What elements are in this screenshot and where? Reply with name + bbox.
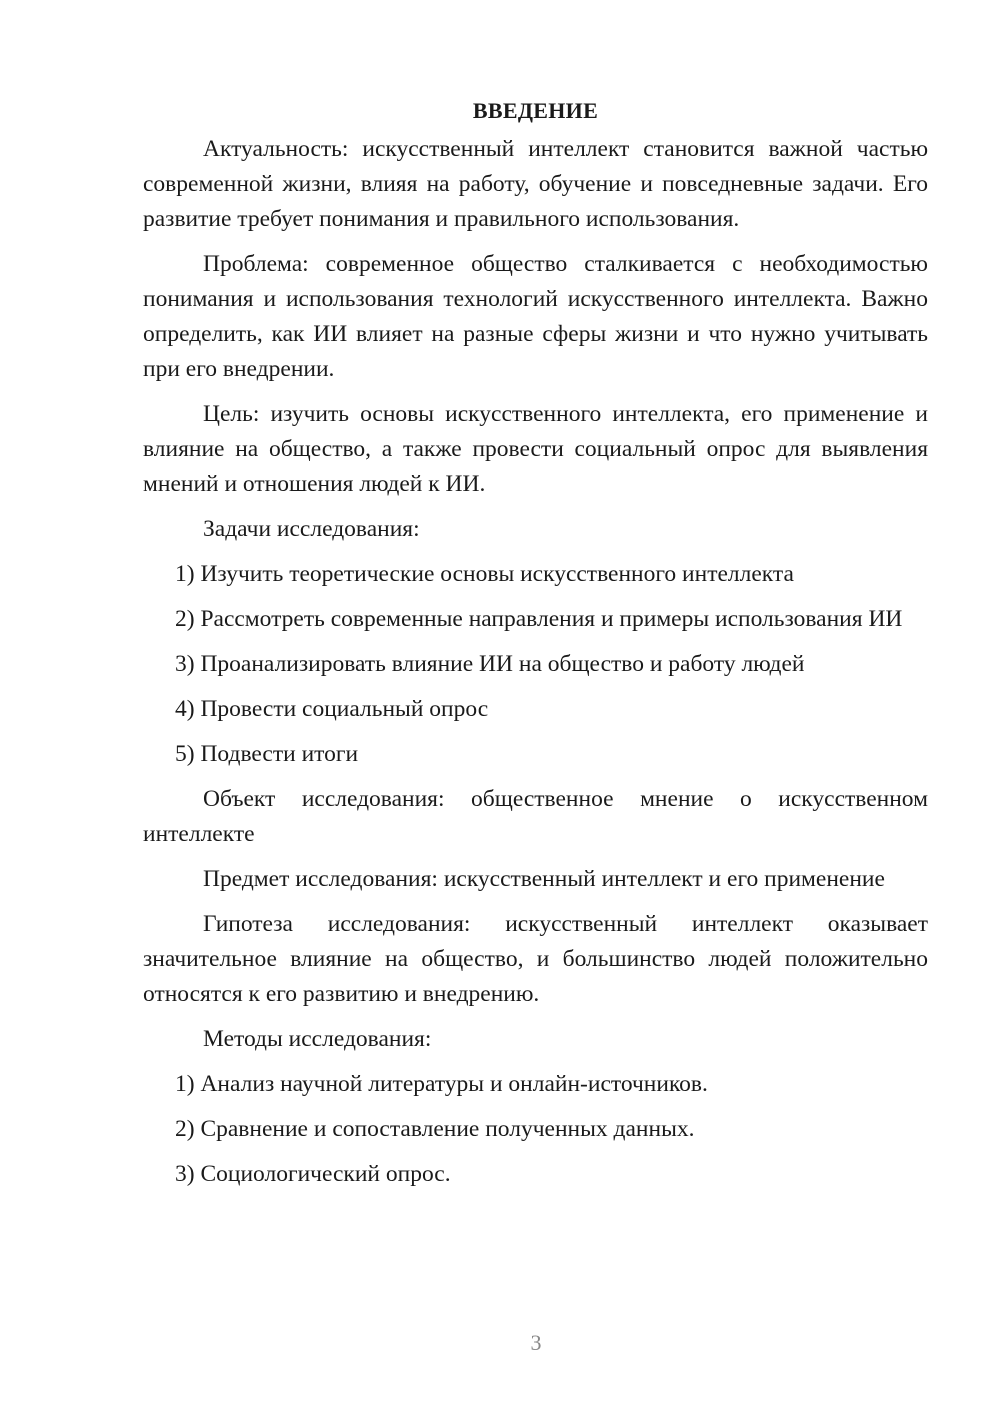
relevance-paragraph: Актуальность: искусственный интеллект становится важной частью современной жизни, влияя на работу, обучение и повседневные задачи. Его развитие требует понимания и правильного использования. xyxy=(143,136,928,232)
object-paragraph: Объект исследования: общественное мнение о искусственном интеллекте xyxy=(143,786,928,847)
method-item-2: 2) Сравнение и сопоставление полученных данных. xyxy=(175,1116,695,1142)
task-item-1: 1) Изучить теоретические основы искусственного интеллекта xyxy=(175,561,794,587)
problem-paragraph: Проблема: современное общество сталкивается с необходимостью понимания и использования технологий искусственного интеллекта. Важно определить, как ИИ влияет на разные сферы жизни и что нужно учитывать при его внедрении. xyxy=(143,251,928,382)
subject-paragraph: Предмет исследования: искусственный интеллект и его применение xyxy=(203,866,885,892)
tasks-title: Задачи исследования: xyxy=(203,516,420,542)
goal-paragraph: Цель: изучить основы искусственного интеллекта, его применение и влияние на общество, а также провести социальный опрос для выявления мнений и отношения людей к ИИ. xyxy=(143,401,928,497)
task-item-2: 2) Рассмотреть современные направления и примеры использования ИИ xyxy=(175,606,903,632)
methods-title: Методы исследования: xyxy=(203,1026,432,1052)
document-body xyxy=(143,96,928,1202)
hypothesis-paragraph: Гипотеза исследования: искусственный интеллект оказывает значительное влияние на общество, и большинство людей положительно относятся к его развитию и внедрению. xyxy=(143,911,928,1007)
method-item-1: 1) Анализ научной литературы и онлайн-источников. xyxy=(175,1071,708,1097)
task-item-5: 5) Подвести итоги xyxy=(175,741,359,767)
section-heading: ВВЕДЕНИЕ xyxy=(472,98,599,123)
task-item-4: 4) Провести социальный опрос xyxy=(175,696,489,722)
page-number: 3 xyxy=(530,1330,542,1355)
method-item-3: 3) Социологический опрос. xyxy=(175,1161,451,1187)
task-item-3: 3) Проанализировать влияние ИИ на общество и работу людей xyxy=(175,651,805,677)
